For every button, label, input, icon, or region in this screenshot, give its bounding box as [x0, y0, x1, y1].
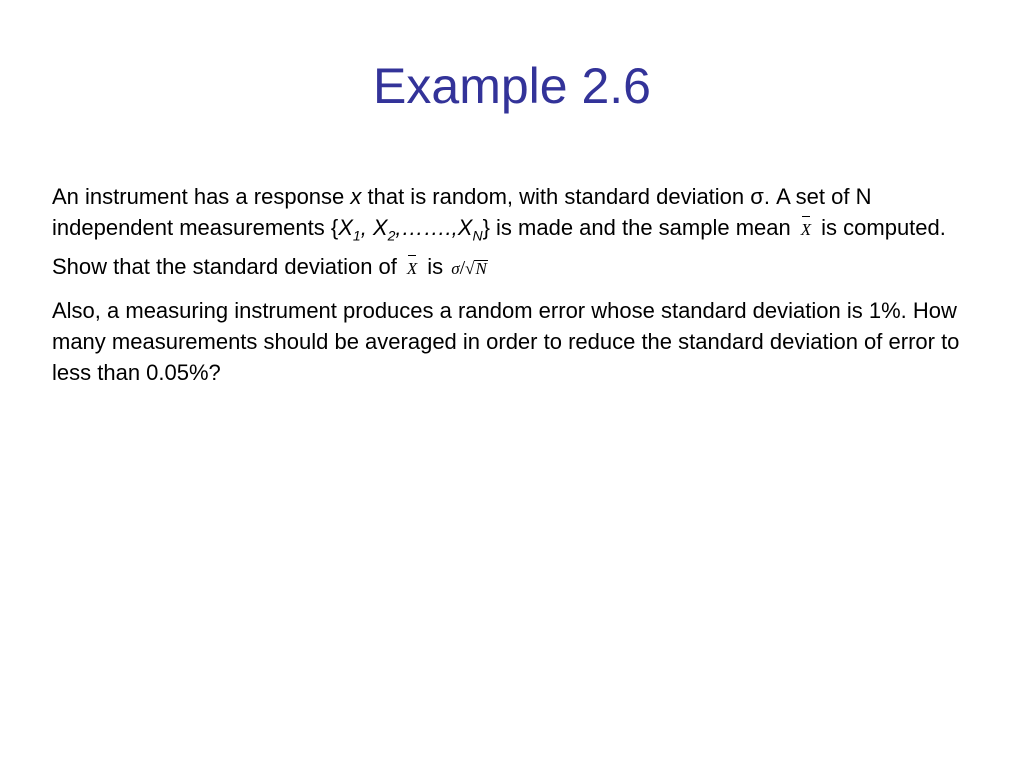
measurement-x2: $X_2$ — [372, 215, 396, 244]
text-segment: is — [427, 254, 444, 280]
text-segment: } is made and the sample mean — [482, 215, 791, 240]
slash-symbol: / — [459, 257, 466, 280]
sample-mean-symbol: X — [407, 253, 417, 284]
measurement-x1: $X_1$ — [338, 215, 361, 244]
slide-body — [52, 181, 972, 399]
text-segment: that is random, with standard deviation σ. A set of N independent measurements { — [52, 184, 872, 240]
separator: , — [360, 215, 373, 240]
sigma-symbol: σ — [451, 259, 460, 279]
text-segment: An instrument has a response — [52, 184, 351, 209]
sqrt-argument: N — [475, 259, 487, 279]
ellipsis: ,……., — [395, 215, 458, 240]
problem-paragraph-2: Also, a measuring instrument produces a random error whose standard deviation is 1%. How many measurements should be averaged in order to reduce the standard deviation of error to less than 0.05%? — [52, 298, 960, 386]
sigma-over-sqrt-n-formula — [451, 253, 488, 284]
measurement-xn: $X_N$ — [457, 215, 483, 244]
text-segment: is computed. Show that the standard deviation of — [52, 215, 946, 280]
response-variable: x — [350, 184, 362, 209]
sqrt-symbol: √ — [465, 259, 475, 279]
sample-mean-symbol: X — [801, 214, 811, 245]
slide-title: Example 2.6 — [373, 58, 651, 114]
problem-paragraph-1 — [52, 181, 972, 284]
